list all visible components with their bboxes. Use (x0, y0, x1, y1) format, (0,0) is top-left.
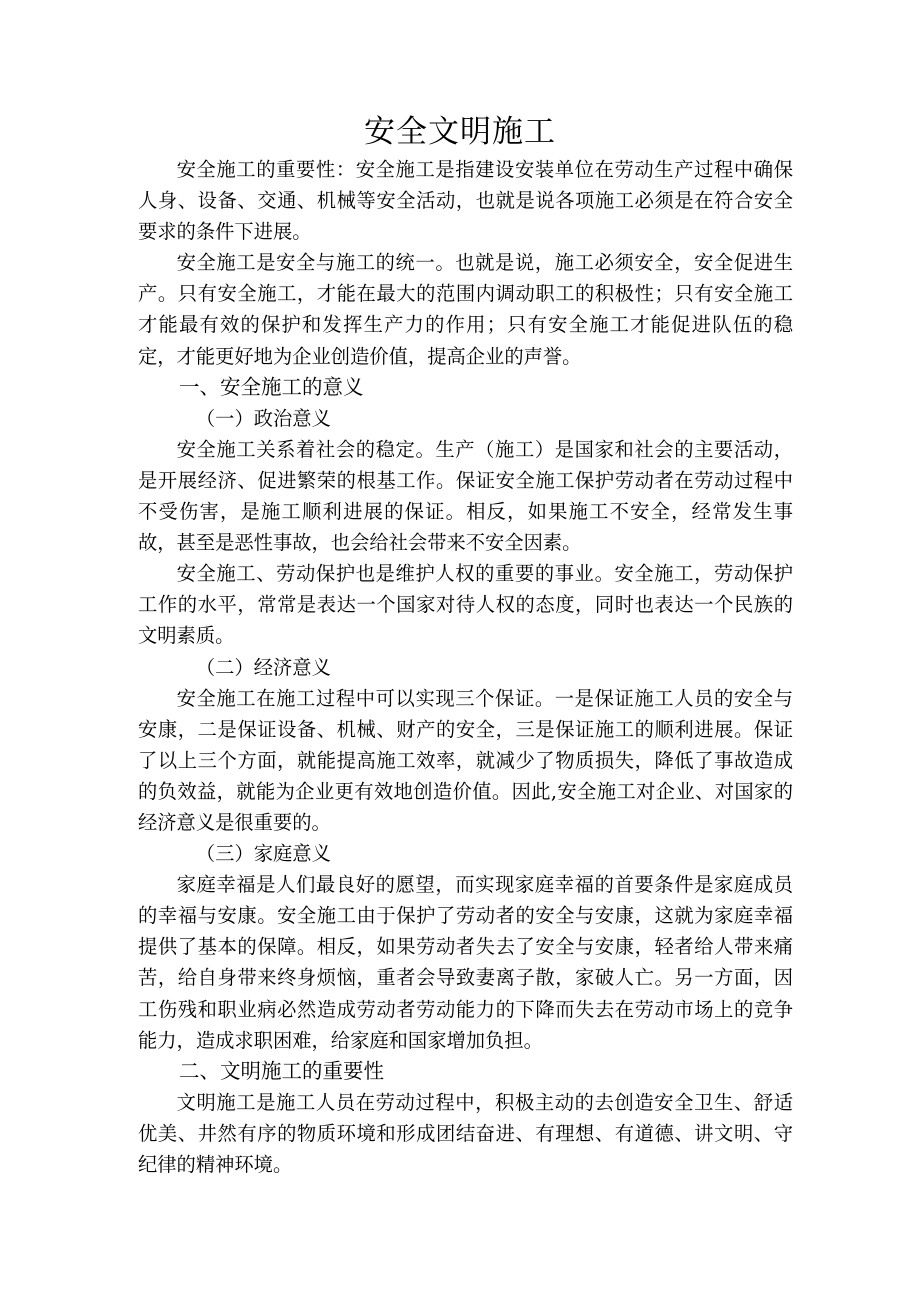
paragraph-civilized-construction: 文明施工是施工人员在劳动过程中，积极主动的去创造安全卫生、舒适优美、井然有序的物质环境和形成团结奋进、有理想、有道德、讲文明、守纪律的精神环境。 (138, 1090, 793, 1176)
paragraph-social-stability: 安全施工关系着社会的稳定。生产（施工）是国家和社会的主要活动，是开展经济、促进繁荣的根基工作。保证安全施工保护劳动者在劳动过程中不受伤害，是施工顺利进展的保证。相反，如果施工不安全，经常发生事故，甚至是恶性事故，也会给社会带来不安全因素。 (138, 437, 793, 555)
section-heading-significance: 一、安全施工的意义 (179, 374, 364, 399)
subsection-heading-political: （一）政治意义 (195, 406, 331, 430)
document-title: 安全文明施工 (364, 114, 556, 150)
section-heading-civilized-construction: 二、文明施工的重要性 (179, 1058, 384, 1083)
paragraph-human-rights: 安全施工、劳动保护也是维护人权的重要的事业。安全施工，劳动保护工作的水平，常常是表达一个国家对待人权的态度，同时也表达一个民族的文明素质。 (138, 562, 793, 648)
paragraph-family-happiness: 家庭幸福是人们最良好的愿望，而实现家庭幸福的首要条件是家庭成员的幸福与安康。安全施工由于保护了劳动者的安全与安康，这就为家庭幸福提供了基本的保障。相反，如果劳动者失去了安全与安康，轻者给人带来痛苦，给自身带来终身烦恼，重者会导致妻离子散，家破人亡。另一方面，因工伤残和职业病必然造成劳动者劳动能力的下降而失去在劳动市场上的竞争能力，造成求职困难，给家庭和国家增加负担。 (138, 873, 793, 1052)
paragraph-importance: 安全施工的重要性：安全施工是指建设安装单位在劳动生产过程中确保人身、设备、交通、机械等安全活动，也就是说各项施工必须是在符合安全要求的条件下进展。 (138, 158, 793, 244)
subsection-heading-family: （三）家庭意义 (195, 842, 331, 866)
paragraph-three-guarantees: 安全施工在施工过程中可以实现三个保证。一是保证施工人员的安全与安康，二是保证设备、机械、财产的安全，三是保证施工的顺利进展。保证了以上三个方面，就能提高施工效率，就减少了物质损失，降低了事故造成的负效益，就能为企业更有效地创造价值。因此,安全施工对企业、对国家的经济意义是很重要的。 (138, 686, 793, 834)
subsection-heading-economic: （二）经济意义 (195, 655, 331, 679)
paragraph-unity: 安全施工是安全与施工的统一。也就是说，施工必须安全，安全促进生产。只有安全施工，才能在最大的范围内调动职工的积极性；只有安全施工才能最有效的保护和发挥生产力的作用；只有安全施工才能促进队伍的稳定，才能更好地为企业创造价值，提高企业的声誉。 (138, 251, 793, 368)
document-body (138, 154, 793, 1180)
